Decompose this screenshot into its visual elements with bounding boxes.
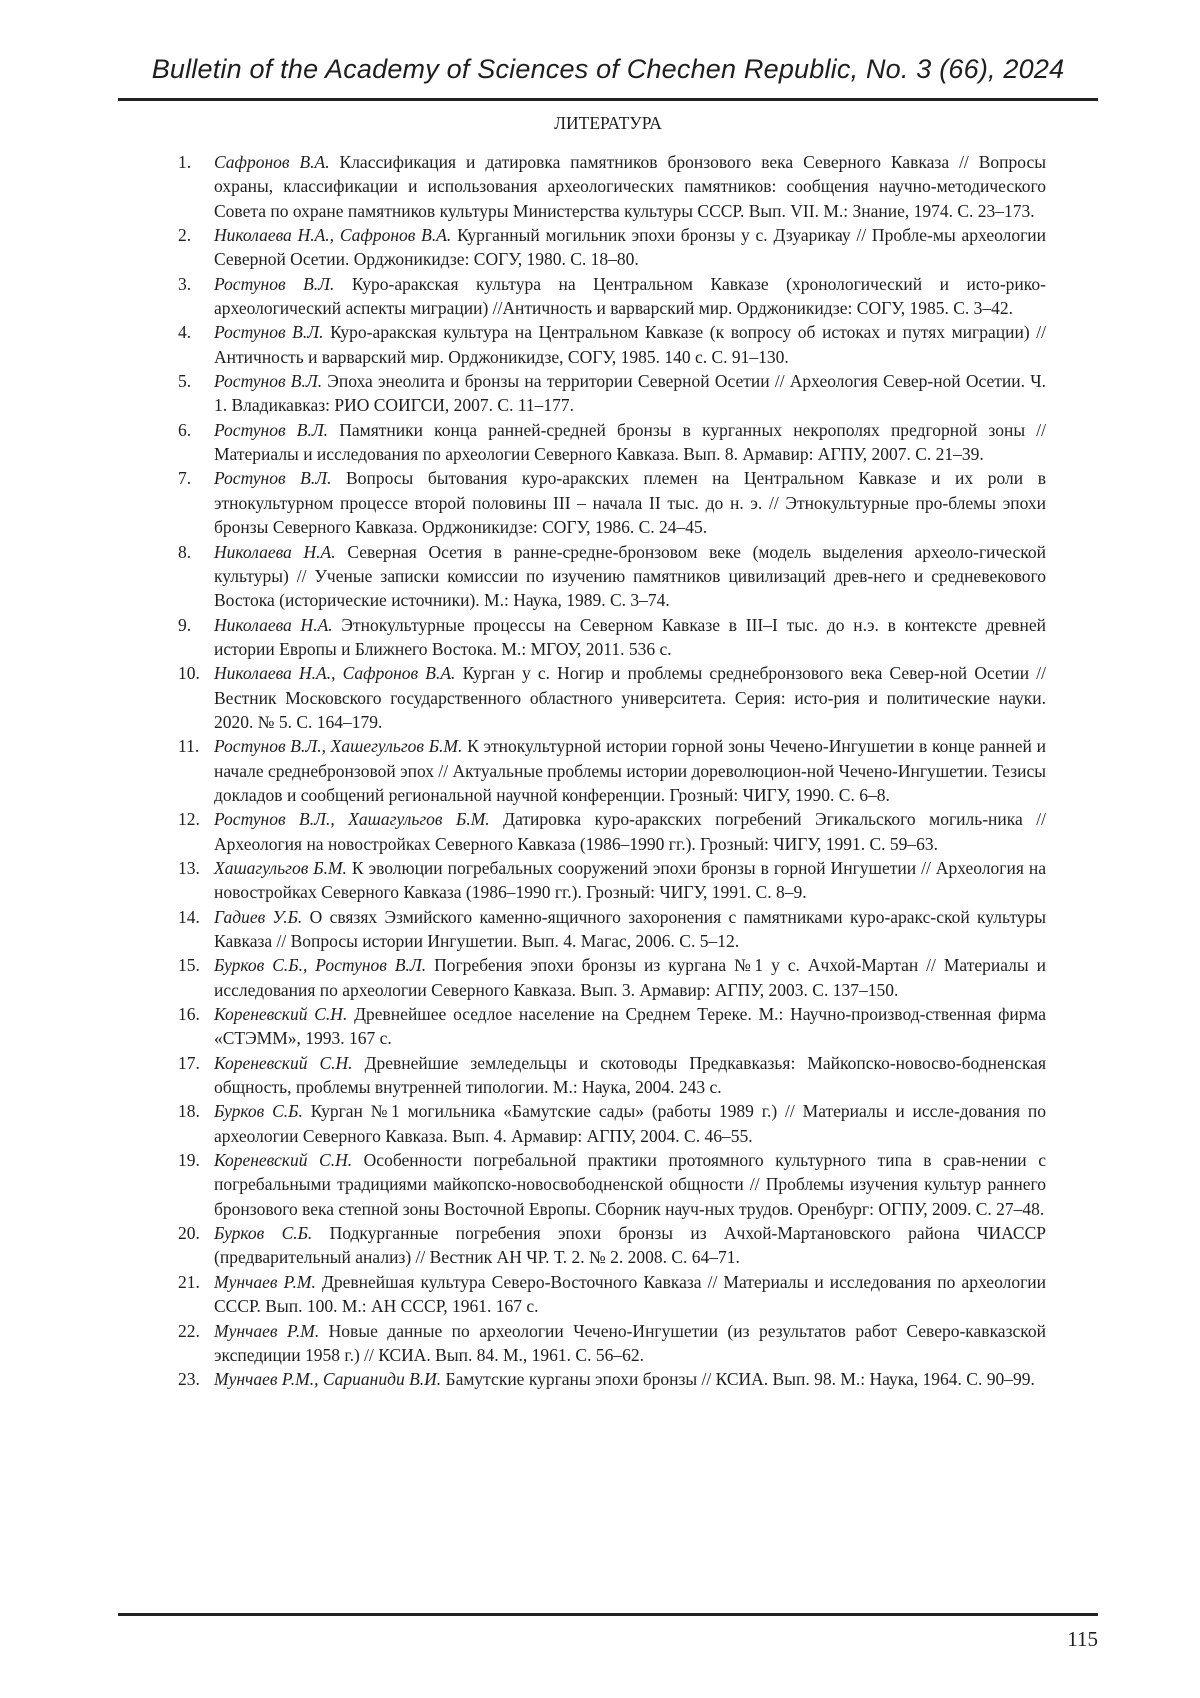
journal-header: Bulletin of the Academy of Sciences of Chechen Republic, No. 3 (66), 2024 xyxy=(151,54,1065,84)
reference-number: 5. xyxy=(178,371,192,392)
reference-list xyxy=(118,150,1046,1392)
reference-number: 18. xyxy=(178,1101,200,1122)
reference-item xyxy=(118,1099,1046,1148)
reference-authors: Николаева Н.А. xyxy=(214,614,333,635)
reference-text: Курган №1 могильника «Бамутские сады» (работы 1989 г.) // Материалы и иссле-дования по археологии Северного Кавказа. Вып. 4. Армавир: АГПУ, 2004. С. 46–55. xyxy=(214,1101,1046,1146)
reference-number: 13. xyxy=(178,857,200,878)
reference-text: Северная Осетия в ранне-средне-бронзовом веке (модель выделения археоло-гической культуры) // Ученые записки комиссии по изучению памятников цивилизаций древ-него и средневекового Востока (исторические источники). М.: Наука, 1989. С. 3–74. xyxy=(214,541,1047,611)
reference-authors: Мунчаев Р.М., Сарианиди В.И. xyxy=(214,1369,442,1390)
reference-authors: Кореневский С.Н. xyxy=(214,1004,348,1025)
reference-authors: Мунчаев Р.М. xyxy=(214,1320,320,1341)
reference-text: Древнейшая культура Северо-Восточного Кавказа // Материалы и исследования по археологии СССР. Вып. 100. М.: АН СССР, 1961. 167 с. xyxy=(214,1271,1046,1317)
reference-text: Классификация и датировка памятников бронзового века Северного Кавказа // Вопросы охраны, классификации и использования археологических памятников: сообщения научно-методического Совета по охране памятников культуры Министерства культуры СССР. Вып. VII. М.: Знание, 1974. С. 23–173. xyxy=(214,152,1046,221)
reference-item xyxy=(118,418,1046,467)
reference-number: 23. xyxy=(178,1369,200,1390)
reference-text: Бамутские курганы эпохи бронзы // КСИА. Вып. 98. М.: Наука, 1964. С. 90–99. xyxy=(441,1369,1035,1390)
reference-number: 7. xyxy=(178,468,192,489)
reference-number: 3. xyxy=(178,273,192,294)
reference-number: 4. xyxy=(178,322,192,343)
reference-authors: Ростунов В.Л., Хашегульгов Б.М. xyxy=(214,736,463,757)
reference-authors: Ростунов В.Л. xyxy=(214,273,335,294)
reference-authors: Кореневский С.Н. xyxy=(214,1052,353,1073)
reference-authors: Хашагульгов Б.М. xyxy=(214,857,347,878)
reference-authors: Ростунов В.Л. xyxy=(214,371,323,392)
reference-authors: Гадиев У.Б. xyxy=(214,906,303,927)
reference-number: 20. xyxy=(178,1223,200,1244)
reference-item xyxy=(118,953,1046,1002)
reference-item xyxy=(118,369,1046,418)
section-title: ЛИТЕРАТУРА xyxy=(554,113,662,133)
reference-item xyxy=(118,150,1046,223)
reference-text: Новые данные по археологии Чечено-Ингушетии (из результатов работ Северо-кавказской экспедиции 1958 г.) // КСИА. Вып. 84. М., 1961. С. 56–62. xyxy=(214,1320,1046,1365)
reference-item xyxy=(118,1319,1046,1368)
reference-text: Подкурганные погребения эпохи бронзы из Ачхой-Мартановского района ЧИАССР (предварительный анализ) // Вестник АН ЧР. Т. 2. № 2. 2008. С. 64–71. xyxy=(214,1223,1046,1268)
reference-number: 11. xyxy=(178,736,200,757)
reference-item xyxy=(118,905,1046,954)
reference-text: Курганный могильник эпохи бронзы у с. Дзуарикау // Пробле-мы археологии Северной Осетии. Орджоникидзе: СОГУ, 1980. С. 18–80. xyxy=(214,225,1047,270)
reference-authors: Бурков С.Б. xyxy=(214,1101,303,1122)
reference-number: 9. xyxy=(178,614,192,635)
reference-item xyxy=(118,1002,1046,1051)
reference-item xyxy=(118,613,1046,662)
reference-text: Особенности погребальной практики протоямного культурного типа в срав-нении с погребальными традициями майкопско-новосвободненской общности // Проблемы изучения культур раннего бронзового века степной зоны Восточной Европы. Сборник науч-ных трудов. Оренбург: ОГПУ, 2009. С. 27–48. xyxy=(214,1150,1046,1219)
reference-item xyxy=(118,1221,1046,1270)
reference-authors: Кореневский С.Н. xyxy=(214,1150,353,1171)
reference-number: 10. xyxy=(178,663,200,684)
page-number: 115 xyxy=(1067,1627,1098,1651)
reference-item xyxy=(118,807,1046,856)
reference-text: О связях Эзмийского каменно-ящичного захоронения с памятниками куро-аракс-ской культуры Кавказа // Вопросы истории Ингушетии. Вып. 4. Магас, 2006. С. 5–12. xyxy=(214,906,1046,951)
header-rule xyxy=(118,98,1098,101)
reference-item xyxy=(118,272,1046,321)
reference-authors: Ростунов В.Л. xyxy=(214,468,332,489)
reference-item xyxy=(118,734,1046,807)
reference-text: К этнокультурной истории горной зоны Чечено-Ингушетии в конце ранней и начале среднебронзовой эпох // Актуальные проблемы истории дореволюцион-ной Чечено-Ингушетии. Тезисы докладов и сообщений региональной научной конференции. Грозный: ЧИГУ, 1990. С. 6–8. xyxy=(214,736,1046,805)
reference-authors: Мунчаев Р.М. xyxy=(214,1271,316,1292)
reference-text: Эпоха энеолита и бронзы на территории Северной Осетии // Археология Север-ной Осетии. Ч. 1. Владикавказ: РИО СОИГСИ, 2007. С. 11–177. xyxy=(214,371,1046,416)
reference-authors: Николаева Н.А., Сафронов В.А. xyxy=(214,663,456,684)
reference-number: 14. xyxy=(178,906,200,927)
reference-number: 1. xyxy=(178,152,192,172)
reference-number: 15. xyxy=(178,955,200,976)
reference-item xyxy=(118,223,1046,272)
reference-text: Этнокультурные процессы на Северном Кавказе в III–I тыс. до н.э. в контексте древней истории Европы и Ближнего Востока. М.: МГОУ, 2011. 536 с. xyxy=(214,614,1046,659)
reference-text: Курган у с. Ногир и проблемы среднебронзового века Север-ной Осетии // Вестник Московского государственного областного университета. Серия: исто-рия и политические науки. 2020. № 5. С. 164–179. xyxy=(214,663,1046,732)
reference-authors: Ростунов В.Л. xyxy=(214,322,324,343)
reference-authors: Ростунов В.Л., Хашагульгов Б.М. xyxy=(214,809,490,830)
reference-text: Древнейшее оседлое население на Среднем Тереке. М.: Научно-производ-ственная фирма «СТЭММ», 1993. 167 с. xyxy=(214,1004,1046,1049)
reference-number: 17. xyxy=(178,1052,200,1073)
reference-number: 6. xyxy=(178,419,192,440)
reference-text: К эволюции погребальных сооружений эпохи бронзы в горной Ингушетии // Археология на новостройках Северного Кавказа (1986–1990 гг.). Грозный: ЧИГУ, 1991. С. 8–9. xyxy=(214,857,1046,903)
reference-item xyxy=(118,856,1046,905)
reference-item xyxy=(118,1148,1046,1221)
reference-item xyxy=(118,320,1046,369)
reference-number: 8. xyxy=(178,541,192,562)
reference-authors: Бурков С.Б., Ростунов В.Л. xyxy=(214,955,427,976)
reference-text: Куро-аракская культура на Центральном Кавказе (к вопросу об истоках и путях миграции) // Античность и варварский мир. Орджоникидзе, СОГУ, 1985. 140 с. С. 91–130. xyxy=(214,322,1046,367)
reference-text: Памятники конца ранней-средней бронзы в курганных некрополях предгорной зоны // Материалы и исследования по археологии Северного Кавказа. Вып. 8. Армавир: АГПУ, 2007. С. 21–39. xyxy=(214,419,1046,465)
reference-text: Датировка куро-аракских погребений Эгикальского могиль-ника // Археология на новостройках Северного Кавказа (1986–1990 гг.). Грозный: ЧИГУ, 1991. С. 59–63. xyxy=(214,809,1046,854)
reference-authors: Николаева Н.А., Сафронов В.А. xyxy=(214,225,452,246)
reference-text: Вопросы бытования куро-аракских племен на Центральном Кавказе и их роли в этнокультурном процессе второй половины III – начала II тыс. до н. э. // Этнокультурные про-блемы эпохи бронзы Северного Кавказа. Орджоникидзе: СОГУ, 1986. С. 24–45. xyxy=(214,468,1046,538)
reference-authors: Николаева Н.А. xyxy=(214,541,336,562)
reference-item xyxy=(118,1270,1046,1319)
reference-authors: Бурков С.Б. xyxy=(214,1223,313,1244)
reference-number: 21. xyxy=(178,1271,200,1292)
reference-number: 2. xyxy=(178,225,192,246)
reference-authors: Сафронов В.А. xyxy=(214,152,330,172)
reference-number: 16. xyxy=(178,1004,200,1025)
reference-item xyxy=(118,540,1046,613)
reference-number: 12. xyxy=(178,809,200,830)
reference-text: Погребения эпохи бронзы из кургана №1 у с. Ачхой-Мартан // Материалы и исследования по археологии Северного Кавказа. Вып. 3. Армавир: АГПУ, 2003. С. 137–150. xyxy=(214,955,1046,1000)
reference-item xyxy=(118,1051,1046,1100)
reference-item xyxy=(118,661,1046,734)
reference-authors: Ростунов В.Л. xyxy=(214,419,329,440)
reference-text: Куро-аракская культура на Центральном Кавказе (хронологический и исто-рико-археологический аспекты миграции) //Античность и варварский мир. Орджоникидзе: СОГУ, 1985. С. 3–42. xyxy=(214,273,1046,319)
reference-number: 22. xyxy=(178,1320,200,1341)
footer-rule xyxy=(118,1613,1098,1616)
reference-number: 19. xyxy=(178,1150,200,1171)
reference-text: Древнейшие земледельцы и скотоводы Предкавказья: Майкопско-новосво-бодненская общность, проблемы внутренней типологии. М.: Наука, 2004. 243 с. xyxy=(214,1052,1046,1098)
reference-item xyxy=(118,1367,1046,1391)
reference-item xyxy=(118,466,1046,539)
